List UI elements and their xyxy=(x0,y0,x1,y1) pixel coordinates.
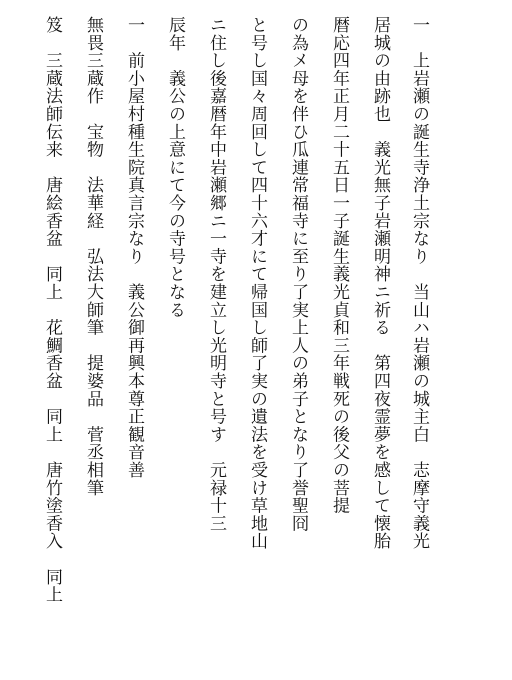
text-column-2: 居城の由跡也 義光無子岩瀬明神ニ祈る 第四夜霊夢を感して懐胎 xyxy=(370,16,390,550)
text-column-10: 笈 三蔵法師伝来 唐絵香盆 同上 花鯛香盆 同上 唐竹塗香入 同上 xyxy=(42,16,62,604)
text-column-9: 無畏三蔵作 宝物 法華経 弘法大師筆 提婆品 菅丞相筆 xyxy=(83,16,103,497)
text-column-5: と号し国々周回して四十六才にて帰国し師了実の遺法を受け草地山 xyxy=(247,16,267,550)
text-column-3: 暦応四年正月二十五日一子誕生義光貞和三年戦死の後父の菩提 xyxy=(329,16,349,515)
text-column-8: 一 前小屋村種生院真言宗なり 義公御再興本尊正観音善 xyxy=(124,16,144,479)
text-column-6: ニ住し後嘉暦年中岩瀬郷ニ一寺を建立し光明寺と号す 元禄十三 xyxy=(206,16,226,533)
text-column-4: の為メ母を伴ひ瓜連常福寺に至り了実上人の弟子となり了誉聖冏 xyxy=(288,16,308,533)
text-column-1: 一 上岩瀬の誕生寺浄土宗なり 当山ハ岩瀬の城主白 志摩守義光 xyxy=(409,16,429,550)
text-column-7: 辰年 義公の上意にて今の寺号となる xyxy=(165,16,185,319)
